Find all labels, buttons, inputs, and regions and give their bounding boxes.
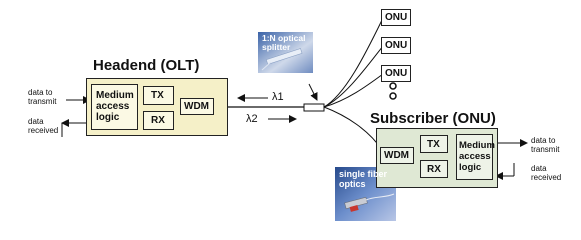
splitter-component [304, 104, 324, 111]
onu-title: Subscriber (ONU) [370, 110, 496, 127]
olt-rx-box [143, 111, 174, 130]
onu-mac-line2: access [459, 151, 491, 162]
olt-mac-line3: logic [96, 112, 120, 123]
splitter-caption [262, 34, 305, 52]
onu-rx-label: RX [427, 164, 441, 175]
onu-tx-label: TX [427, 139, 440, 150]
onu-rx-box [420, 160, 448, 178]
olt-title: Headend (OLT) [93, 57, 200, 74]
fiber-caption-line2: optics [339, 179, 366, 189]
olt-tx-box [143, 86, 174, 105]
onu-mac-line3: logic [459, 162, 482, 173]
olt-rx-label: RX [151, 115, 165, 126]
onu-box-3 [381, 65, 411, 82]
olt-wdm-box [180, 98, 214, 115]
onu-data-out-line1: data to [531, 136, 556, 145]
onu-data-out-label [531, 136, 559, 154]
olt-tx-label: TX [151, 90, 164, 101]
onu-wdm-box [380, 147, 414, 164]
splitter-caption-line2: splitter [262, 42, 291, 52]
onu-mac-box [456, 134, 493, 180]
more-onus-dot [390, 93, 396, 99]
fiber-caption-line1: single fiber [339, 169, 388, 179]
onu-box-1 [381, 9, 411, 26]
olt-data-out-line1: data [28, 117, 44, 126]
olt-wdm-label: WDM [184, 101, 209, 112]
onu-label: ONU [385, 40, 408, 51]
splitter-caption-line1: 1:N optical [262, 33, 306, 43]
olt-mac-line1: Medium [96, 90, 134, 101]
onu-mac-line1: Medium [459, 140, 495, 151]
onu-mac-label [459, 140, 495, 173]
onu-wdm-label: WDM [384, 150, 409, 161]
olt-data-out-label [28, 117, 58, 135]
olt-data-out-line2: received [28, 126, 59, 135]
onu-label: ONU [385, 12, 408, 23]
onu-tx-box [420, 135, 448, 153]
olt-data-in-line2: transmit [28, 97, 57, 106]
lambda2-label: λ2 [246, 113, 258, 125]
onu-label: ONU [385, 68, 408, 79]
olt-mac-line2: access [96, 101, 130, 112]
olt-mac-label [96, 90, 134, 123]
onu-data-in-label [531, 164, 561, 182]
onu-data-out-line2: transmit [531, 145, 560, 154]
onu-data-in-line1: data [531, 164, 547, 173]
onu-box-2 [381, 37, 411, 54]
fiber-photo-caption [339, 169, 387, 189]
more-onus-dot [390, 83, 396, 89]
splitter-pointer-arrow [309, 84, 317, 100]
olt-data-in-line1: data to [28, 88, 53, 97]
onu-data-in-line2: received [531, 173, 562, 182]
olt-mac-box [91, 84, 138, 130]
olt-data-in-label [28, 88, 56, 106]
lambda1-label: λ1 [272, 91, 284, 103]
